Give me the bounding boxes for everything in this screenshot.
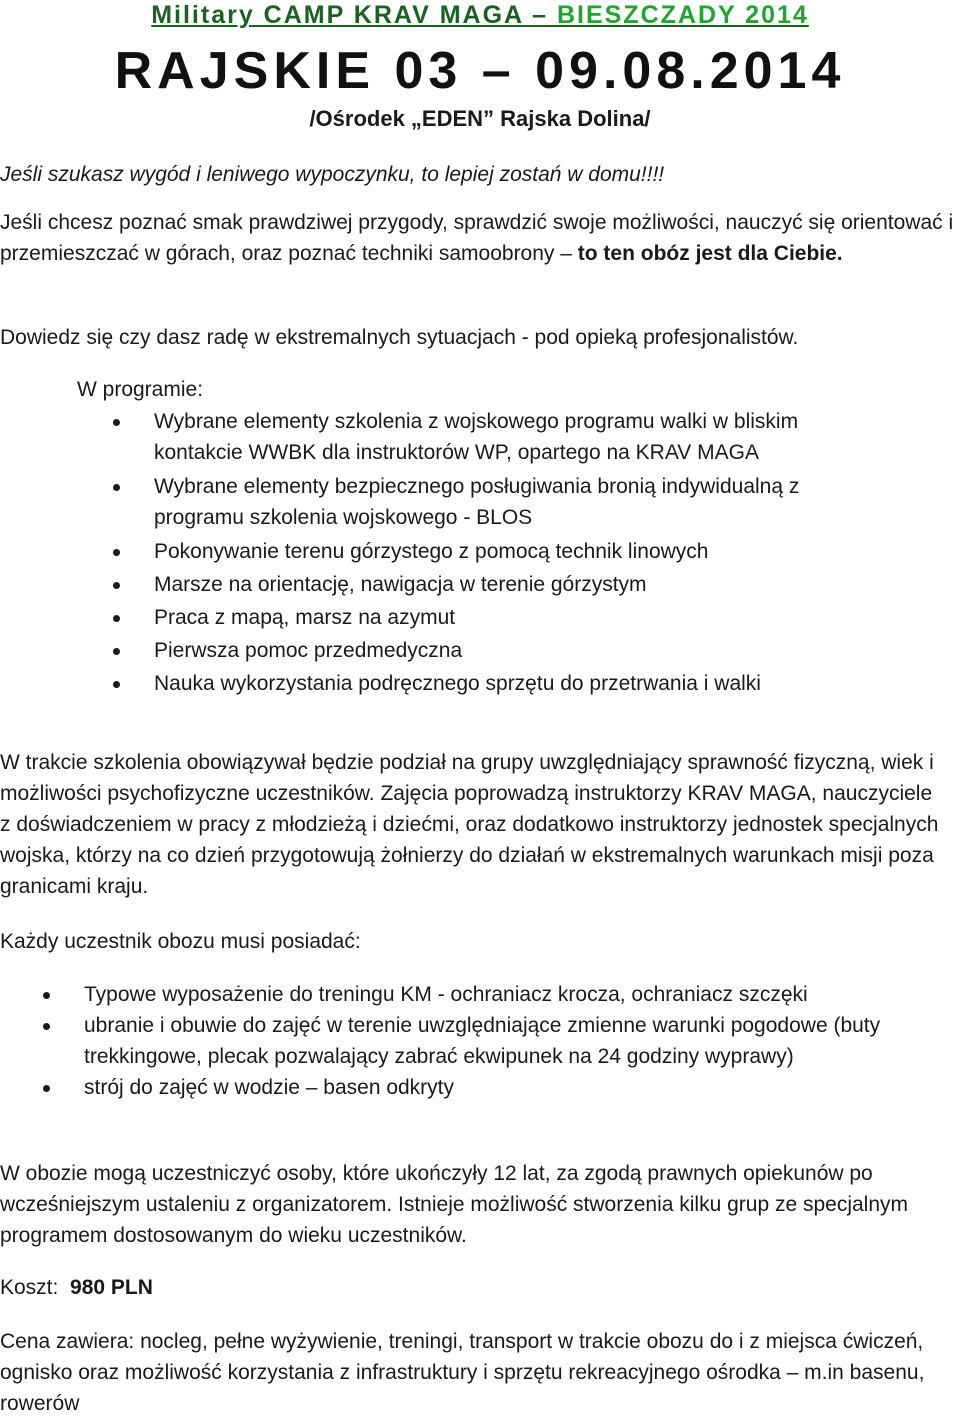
- program-item: Praca z mapą, marsz na azymut: [0, 602, 880, 633]
- bullet-icon: [113, 648, 120, 655]
- bullet-icon: [113, 615, 120, 622]
- bullet-icon: [43, 992, 50, 999]
- camp-venue: /Ośrodek „EDEN” Rajska Dolina/: [309, 106, 651, 131]
- program-item: Wybrane elementy bezpiecznego posługiwania bronią indywidualną z programu szkolenia wojskowego - BLOS: [0, 471, 880, 533]
- program-item: Nauka wykorzystania podręcznego sprzętu do przetrwania i walki: [0, 668, 880, 699]
- program-item: Pierwsza pomoc przedmedyczna: [0, 635, 880, 666]
- bullet-icon: [113, 582, 120, 589]
- price-includes-paragraph: Cena zawiera: nocleg, pełne wyżywienie, treningi, transport w trakcie obozu do i z miejsca ćwiczeń, ognisko oraz możliwość korzystania z infrastruktury i sprzętu rekreacyjnego ośrodka – m.in basenu, rowerów: [0, 1330, 925, 1415]
- bullet-icon: [43, 1023, 50, 1030]
- intro-paragraph: [0, 207, 960, 269]
- bullet-icon: [113, 549, 120, 556]
- camp-dates: RAJSKIE 03 – 09.08.2014: [114, 42, 846, 100]
- intro-paragraph-bold: to ten obóz jest dla Ciebie.: [577, 242, 843, 265]
- intro-paragraph-text: Jeśli chcesz poznać smak prawdziwej przygody, sprawdzić swoje możliwości, nauczyć się orientować i przemieszczać w górach, oraz poznać techniki samoobrony –: [0, 211, 954, 265]
- cost-label: Koszt:: [0, 1276, 59, 1299]
- equipment-item: strój do zajęć w wodzie – basen odkryty: [0, 1072, 960, 1103]
- challenge-paragraph: Dowiedz się czy dasz radę w ekstremalnych sytuacjach - pod opieką profesjonalistów.: [0, 326, 799, 349]
- age-paragraph: W obozie mogą uczestniczyć osoby, które ukończyły 12 lat, za zgodą prawnych opiekunów po wcześniejszym ustaleniu z organizatorem. Istnieje możliwość stworzenia kilku grup ze specjalnym programem dostosowanym do wieku uczestników.: [0, 1162, 909, 1247]
- cost-line: [0, 1272, 153, 1303]
- equipment-item: Typowe wyposażenie do treningu KM - ochraniacz krocza, ochraniacz szczęki: [0, 979, 960, 1010]
- camp-title-location: BIESZCZADY 2014: [556, 1, 809, 29]
- equipment-heading: Każdy uczestnik obozu musi posiadać:: [0, 930, 361, 953]
- equipment-list: [0, 979, 960, 1103]
- bullet-icon: [113, 419, 120, 426]
- cost-value: 980 PLN: [70, 1276, 153, 1299]
- bullet-icon: [113, 681, 120, 688]
- bullet-icon: [43, 1085, 50, 1092]
- program-heading: W programie:: [77, 378, 204, 401]
- program-item: Wybrane elementy szkolenia z wojskowego programu walki w bliskim kontakcie WWBK dla instruktorów WP, opartego na KRAV MAGA: [0, 406, 880, 468]
- bullet-icon: [113, 484, 120, 491]
- program-list: [0, 406, 880, 699]
- camp-title: [0, 0, 960, 30]
- equipment-item: ubranie i obuwie do zajęć w terenie uwzględniające zmienne warunki pogodowe (buty trekkingowe, plecak pozwalający zabrać ekwipunek na 24 godziny wyprawy): [0, 1010, 960, 1072]
- program-item: Marsze na orientację, nawigacja w terenie górzystym: [0, 569, 880, 600]
- training-paragraph: W trakcie szkolenia obowiązywał będzie podział na grupy uwzględniający sprawność fizyczną, wiek i możliwości psychofizyczne uczestników. Zajęcia poprowadzą instruktorzy KRAV MAGA, nauczyciele z doświadczeniem w pracy z młodzieżą i dziećmi, oraz dodatkowo instruktorzy jednostek specjalnych wojska, którzy na co dzień przygotowują żołnierzy do działań w ekstremalnych warunkach misji poza granicami kraju.: [0, 751, 939, 898]
- intro-italic: Jeśli szukasz wygód i leniwego wypoczynku, to lepiej zostań w domu!!!!: [0, 163, 665, 186]
- program-item: Pokonywanie terenu górzystego z pomocą technik linowych: [0, 536, 880, 567]
- camp-title-prefix: Military CAMP KRAV MAGA –: [151, 1, 557, 29]
